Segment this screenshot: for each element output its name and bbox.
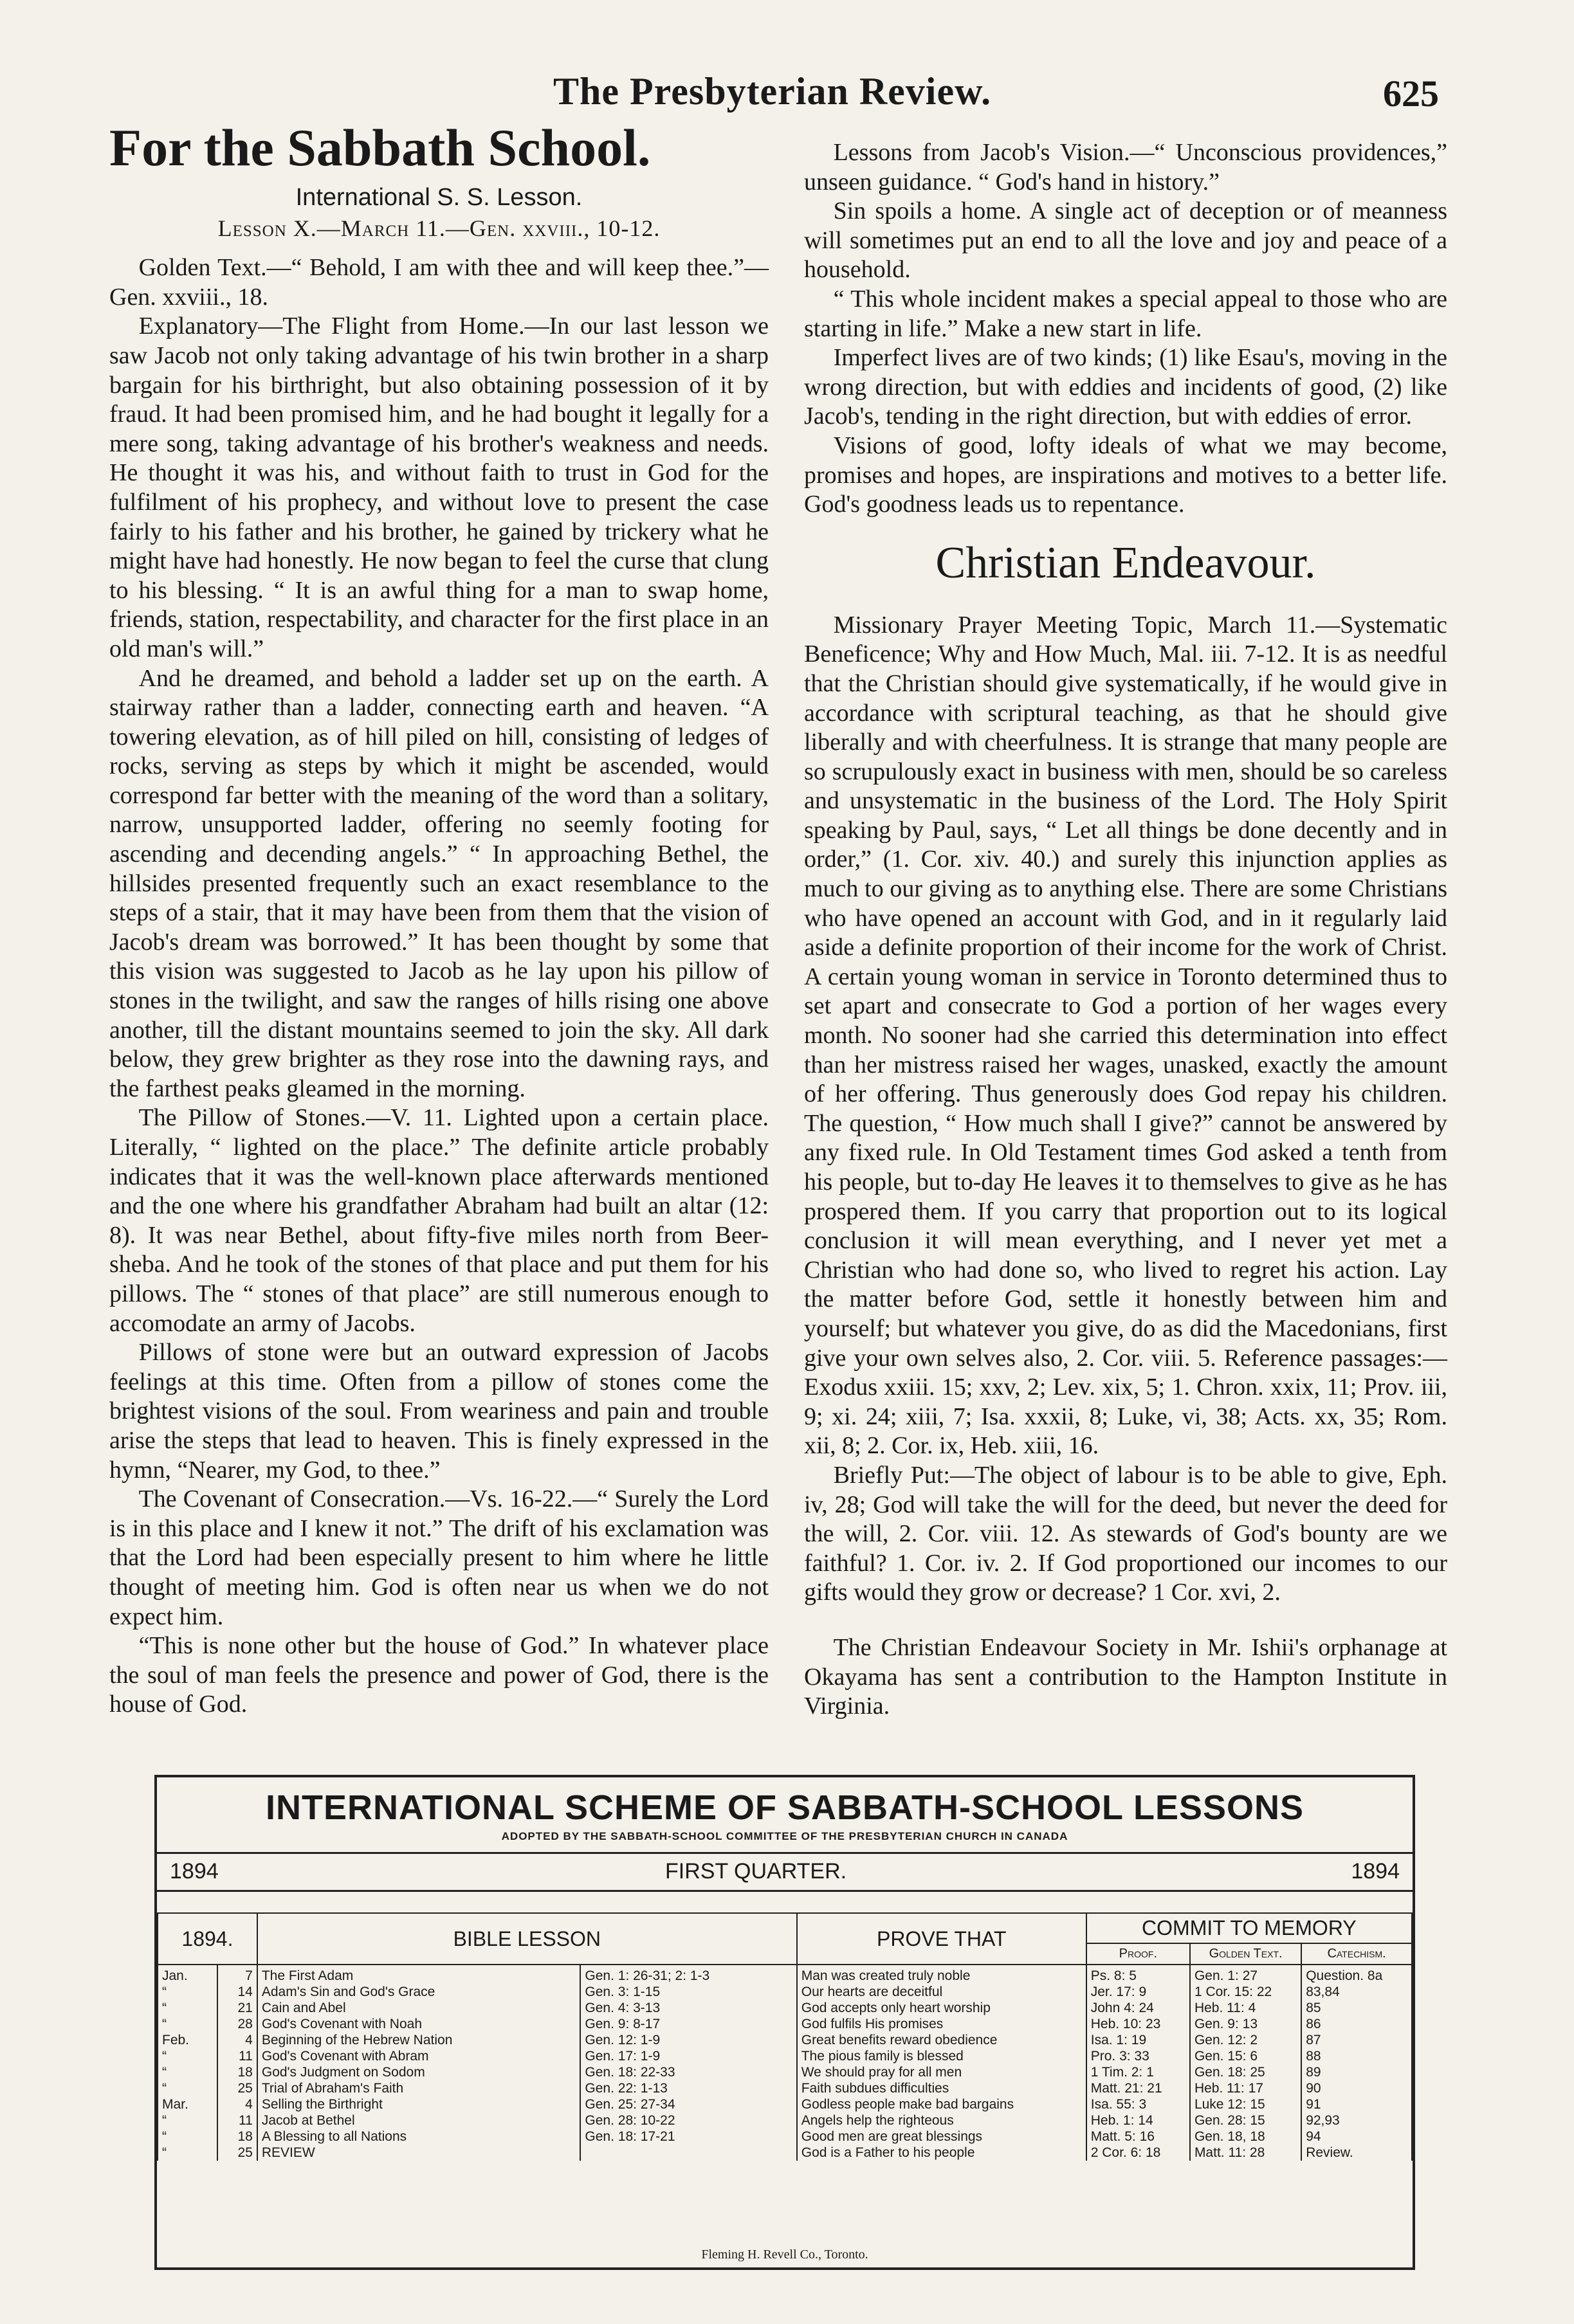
header-prove-that: PROVE THAT — [797, 1913, 1086, 1965]
cell-ref: Gen. 9: 8-17 — [580, 2016, 796, 2032]
cell-prove: God accepts only heart worship — [797, 2000, 1086, 2016]
cell-prove: We should pray for all men — [797, 2064, 1086, 2080]
cell-lesson: Cain and Abel — [257, 2000, 581, 2016]
cell-cat: 90 — [1301, 2080, 1412, 2096]
cell-golden: Luke 12: 15 — [1190, 2096, 1301, 2112]
cell-cat: 94 — [1301, 2129, 1412, 2145]
table-body — [158, 1965, 1412, 2161]
header-bible-lesson: BIBLE LESSON — [257, 1913, 797, 1965]
cell-day: 14 — [217, 1984, 257, 2000]
cell-month: “ — [158, 2048, 217, 2064]
cell-month: “ — [158, 2080, 217, 2096]
cell-ref: Gen. 25: 27-34 — [580, 2096, 796, 2112]
cell-ref: Gen. 18: 17-21 — [580, 2129, 796, 2145]
table-row — [158, 2112, 1412, 2129]
cell-proof: Heb. 10: 23 — [1086, 2016, 1190, 2032]
article-paragraph: Lessons from Jacob's Vision.—“ Unconscious providences,” unseen guidance. “ God's hand in history.” — [804, 139, 1447, 195]
quarter-label: FIRST QUARTER. — [665, 1859, 847, 1884]
publisher-credit: Fleming H. Revell Co., Toronto. — [701, 2247, 868, 2262]
table-row — [158, 2000, 1412, 2016]
article-paragraph: “This is none other but the house of God.” In whatever place the soul of man feels the presence and power of God, there is the house of God. — [109, 1632, 769, 1718]
cell-proof: Heb. 1: 14 — [1086, 2112, 1190, 2129]
cell-lesson: REVIEW — [257, 2145, 581, 2161]
cell-lesson: God's Covenant with Noah — [257, 2016, 581, 2032]
cell-prove: Man was created truly noble — [797, 1965, 1086, 1984]
cell-proof: 2 Cor. 6: 18 — [1086, 2145, 1190, 2161]
cell-ref: Gen. 4: 3-13 — [580, 2000, 796, 2016]
cell-prove: The pious family is blessed — [797, 2048, 1086, 2064]
cell-prove: Good men are great blessings — [797, 2129, 1086, 2145]
cell-day: 25 — [217, 2145, 257, 2161]
cell-prove: God fulfils His promises — [797, 2016, 1086, 2032]
cell-lesson: Adam's Sin and God's Grace — [257, 1984, 581, 2000]
article-paragraph: Briefly Put:—The object of labour is to be able to give, Eph. iv, 28; God will take the will for the deed, but never the deed for the will, 2. Cor. viii. 12. As stewards of God's bounty are we faithful? 1. Cor. iv. 2. If God proportioned our incomes to our gifts would they grow or decrease? 1 Cor. xvi, 2. — [804, 1461, 1447, 1606]
header-golden-text: Golden Text. — [1190, 1943, 1301, 1965]
quarter-row — [157, 1852, 1413, 1892]
cell-month: Feb. — [158, 2032, 217, 2048]
scheme-title: INTERNATIONAL SCHEME OF SABBATH-SCHOOL LESSONS — [265, 1788, 1304, 1827]
cell-cat: 88 — [1301, 2048, 1412, 2064]
cell-month: “ — [158, 2016, 217, 2032]
year-right: 1894 — [1351, 1859, 1400, 1884]
header-commit-to-memory: COMMIT TO MEMORY — [1086, 1913, 1412, 1943]
lesson-scheme-box — [154, 1775, 1415, 2270]
cell-proof: Ps. 8: 5 — [1086, 1965, 1190, 1984]
cell-golden: Gen. 12: 2 — [1190, 2032, 1301, 2048]
cell-golden: Gen. 28: 15 — [1190, 2112, 1301, 2129]
cell-lesson: God's Judgment on Sodom — [257, 2064, 581, 2080]
article-paragraph: Imperfect lives are of two kinds; (1) like Esau's, moving in the wrong direction, but with eddies and incidents of good, (2) like Jacob's, tending in the right direction, but with eddies of error. — [804, 344, 1447, 430]
table-row — [158, 2064, 1412, 2080]
cell-lesson: The First Adam — [257, 1965, 581, 1984]
table-row — [158, 2080, 1412, 2096]
cell-month: “ — [158, 2112, 217, 2129]
cell-lesson: Jacob at Bethel — [257, 2112, 581, 2129]
article-paragraph: “ This whole incident makes a special appeal to those who are starting in life.” Make a new start in life. — [804, 285, 1447, 342]
article-paragraph: Visions of good, lofty ideals of what we may become, promises and hopes, are inspirations and motives to a better life. God's goodness leads us to repentance. — [804, 431, 1447, 518]
article-paragraph: And he dreamed, and behold a ladder set up on the earth. A stairway rather than a ladder, connecting earth and heaven. “A towering elevation, as of hill piled on hill, consisting of ledges of rocks, serving as steps by which it might be ascended, would correspond far better with the meaning of the word than a solitary, narrow, unsupported ladder, offering no seemly footing for ascending and decending angels.” “ In approaching Bethel, the hillsides presented frequently such an exact resemblance to the steps of a stair, that it may have been from them that the vision of Jacob's dream was borrowed.” It has been thought by some that this vision was suggested to Jacob as he lay upon his pillow of stones in the twilight, and saw the ranges of hills rising one above another, till the distant mountains seemed to join the sky. All dark below, they grew brighter as they rose into the dawning rays, and the farthest peaks gleamed in the morning. — [109, 664, 769, 1102]
golden-text: Golden Text.—“ Behold, I am with thee and will keep thee.”—Gen. xxviii., 18. — [109, 254, 769, 311]
cell-day: 21 — [217, 2000, 257, 2016]
cell-golden: Gen. 9: 13 — [1190, 2016, 1301, 2032]
cell-golden: Matt. 11: 28 — [1190, 2145, 1301, 2161]
cell-prove: God is a Father to his people — [797, 2145, 1086, 2161]
cell-day: 28 — [217, 2016, 257, 2032]
cell-month: Mar. — [158, 2096, 217, 2112]
table-row — [158, 2016, 1412, 2032]
article-paragraph: Pillows of stone were but an outward expression of Jacobs feelings at this time. Often from a pillow of stones come the brightest visions of the soul. From weariness and pain and trouble arise the steps that lead to heaven. This is finely expressed in the hymn, “Nearer, my God, to thee.” — [109, 1339, 769, 1484]
cell-ref: Gen. 22: 1-13 — [580, 2080, 796, 2096]
cell-day: 11 — [217, 2048, 257, 2064]
article-paragraph: Explanatory—The Flight from Home.—In our last lesson we saw Jacob not only taking advantage of his twin brother in a sharp bargain for his birthright, but also obtaining possession of it by fraud. It had been promised him, and he had bought it legally for a mere song, taking advantage of his brother's weakness and needs. He thought it was his, and without faith to trust in God for the fulfilment of his prophecy, and without love to present the case fairly to his father and his brother, he gained by trickery what he might have had honestly. He now began to feel the curse that clung to his blessing. “ It is an awful thing for a man to swap home, friends, station, respectability, and character for the first place in an old man's will.” — [109, 313, 769, 662]
cell-lesson: Beginning of the Hebrew Nation — [257, 2032, 581, 2048]
cell-cat: 85 — [1301, 2000, 1412, 2016]
cell-golden: Gen. 18: 25 — [1190, 2064, 1301, 2080]
article-paragraph: Sin spoils a home. A single act of deception or of meanness will sometimes put an end to all the love and joy and peace of a household. — [804, 197, 1447, 284]
cell-proof: Matt. 21: 21 — [1086, 2080, 1190, 2096]
page-number: 625 — [1383, 73, 1439, 114]
section-title-sabbath-school: For the Sabbath School. — [109, 118, 651, 177]
cell-cat: 83,84 — [1301, 1984, 1412, 2000]
cell-ref: Gen. 1: 26-31; 2: 1-3 — [580, 1965, 796, 1984]
cell-prove: Godless people make bad bargains — [797, 2096, 1086, 2112]
cell-proof: 1 Tim. 2: 1 — [1086, 2064, 1190, 2080]
cell-lesson: Selling the Birthright — [257, 2096, 581, 2112]
cell-day: 25 — [217, 2080, 257, 2096]
lesson-subtitle: International S. S. Lesson. — [295, 184, 583, 211]
cell-ref: Gen. 28: 10-22 — [580, 2112, 796, 2129]
cell-lesson: A Blessing to all Nations — [257, 2129, 581, 2145]
year-left: 1894 — [170, 1859, 219, 1884]
right-column — [804, 138, 1447, 1721]
cell-golden: 1 Cor. 15: 22 — [1190, 1984, 1301, 2000]
table-row — [158, 2096, 1412, 2112]
running-title: The Presbyterian Review. — [553, 70, 992, 113]
cell-day: 18 — [217, 2129, 257, 2145]
table-row — [158, 2032, 1412, 2048]
cell-month: “ — [158, 2000, 217, 2016]
cell-day: 18 — [217, 2064, 257, 2080]
cell-prove: Angels help the righteous — [797, 2112, 1086, 2129]
cell-ref: Gen. 3: 1-15 — [580, 1984, 796, 2000]
cell-cat: 91 — [1301, 2096, 1412, 2112]
cell-day: 11 — [217, 2112, 257, 2129]
cell-golden: Gen. 1: 27 — [1190, 1965, 1301, 1984]
header-year: 1894. — [158, 1913, 257, 1965]
left-column — [109, 119, 769, 1720]
cell-proof: Pro. 3: 33 — [1086, 2048, 1190, 2064]
cell-ref: Gen. 18: 22-33 — [580, 2064, 796, 2080]
cell-month: “ — [158, 2145, 217, 2161]
cell-cat: 92,93 — [1301, 2112, 1412, 2129]
article-paragraph: The Christian Endeavour Society in Mr. Ishii's orphanage at Okayama has sent a contribution to the Hampton Institute in Virginia. — [804, 1633, 1447, 1720]
article-paragraph: The Covenant of Consecration.—Vs. 16-22.—“ Surely the Lord is in this place and I knew it not.” The drift of his exclamation was that the Lord had been especially present to him where he little thought of meeting him. God is often near us when we do not expect him. — [109, 1485, 769, 1630]
cell-lesson: God's Covenant with Abram — [257, 2048, 581, 2064]
cell-cat: Question. 8a — [1301, 1965, 1412, 1984]
cell-golden: Gen. 15: 6 — [1190, 2048, 1301, 2064]
cell-month: “ — [158, 2129, 217, 2145]
cell-proof: Jer. 17: 9 — [1086, 1984, 1190, 2000]
table-row — [158, 2145, 1412, 2161]
table-row — [158, 1984, 1412, 2000]
cell-cat: Review. — [1301, 2145, 1412, 2161]
cell-proof: Isa. 1: 19 — [1086, 2032, 1190, 2048]
cell-month: Jan. — [158, 1965, 217, 1984]
cell-ref — [580, 2145, 796, 2161]
cell-cat: 86 — [1301, 2016, 1412, 2032]
cell-ref: Gen. 17: 1-9 — [580, 2048, 796, 2064]
cell-ref: Gen. 12: 1-9 — [580, 2032, 796, 2048]
table-row — [158, 2048, 1412, 2064]
cell-proof: Isa. 55: 3 — [1086, 2096, 1190, 2112]
cell-golden: Gen. 18, 18 — [1190, 2129, 1301, 2145]
table-row — [158, 1965, 1412, 1984]
header-catechism: Catechism. — [1301, 1943, 1412, 1965]
cell-cat: 89 — [1301, 2064, 1412, 2080]
cell-day: 4 — [217, 2096, 257, 2112]
cell-prove: Faith subdues difficulties — [797, 2080, 1086, 2096]
section-title-christian-endeavour: Christian Endeavour. — [935, 538, 1316, 588]
table-row — [158, 2129, 1412, 2145]
cell-proof: Matt. 5: 16 — [1086, 2129, 1190, 2145]
lesson-schedule-table — [157, 1912, 1413, 2161]
cell-month: “ — [158, 1984, 217, 2000]
article-paragraph: Missionary Prayer Meeting Topic, March 11.—Systematic Beneficence; Why and How Much, Mal. iii. 7-12. It is as needful that the Christian should give systematically, if he would give in accordance with scriptural teaching, as that he should give liberally and with cheerfulness. It is strange that many people are so scrupulously exact in business with men, should be so careless and unsystematic in the business of the Lord. The Holy Spirit speaking by Paul, says, “ Let all things be done decently and in order,” (1. Cor. xiv. 40.) and surely this injunction applies as much to our giving as to anything else. There are some Christians who have opened an account with God, and in it regularly laid aside a definite proportion of their income for the work of Christ. A certain young woman in service in Toronto determined thus to set apart and consecrate to God a portion of her wages every month. No sooner had she carried this determination into effect than her mistress raised her wages, unasked, exactly the amount of her offering. Thus generously does God repay his children. The question, “ How much shall I give?” cannot be answered by any fixed rule. In Old Testament times God asked a tenth from his people, but to-day He leaves it to themselves to give as he has prospered them. If you carry that proportion out to its logical conclusion it will mean everything, and I never yet met a Christian who had done so, who lived to regret his action. Lay the matter before God, settle it honestly between him and yourself; but whatever you give, do as did the Macedonians, first give your own selves also, 2. Cor. viii. 5. Reference passages:—Exodus xxiii. 15; xxv, 2; Lev. xix, 5; 1. Chron. xxix, 11; Prov. iii, 9; xi. 24; xiii, 7; Isa. xxxii, 8; Luke, vi, 38; Acts. xx, 35; Rom. xii, 8; 2. Cor. ix, Heb. xiii, 16. — [804, 611, 1447, 1460]
cell-day: 4 — [217, 2032, 257, 2048]
cell-prove: Great benefits reward obedience — [797, 2032, 1086, 2048]
cell-golden: Heb. 11: 4 — [1190, 2000, 1301, 2016]
cell-proof: John 4: 24 — [1086, 2000, 1190, 2016]
scheme-subtitle: ADOPTED BY THE SABBATH-SCHOOL COMMITTEE OF THE PRESBYTERIAN CHURCH IN CANADA — [501, 1830, 1068, 1842]
cell-day: 7 — [217, 1965, 257, 1984]
cell-prove: Our hearts are deceitful — [797, 1984, 1086, 2000]
cell-lesson: Trial of Abraham's Faith — [257, 2080, 581, 2096]
cell-month: “ — [158, 2064, 217, 2080]
lesson-reference: Lesson X.—March 11.—Gen. xxviii., 10-12. — [217, 215, 661, 241]
cell-cat: 87 — [1301, 2032, 1412, 2048]
table-header-row — [158, 1913, 1412, 1943]
cell-golden: Heb. 11: 17 — [1190, 2080, 1301, 2096]
article-paragraph: The Pillow of Stones.—V. 11. Lighted upon a certain place. Literally, “ lighted on the place.” The definite article probably indicates that it was the well-known place afterwards mentioned and the one where his grandfather Abraham had built an altar (12: 8). It was near Bethel, about fifty-five miles north from Beer-sheba. And he took of the stones of that place and put them for his pillows. The “ stones of that place” are still numerous enough to accomodate an army of Jacobs. — [109, 1104, 769, 1337]
header-proof: Proof. — [1086, 1943, 1190, 1965]
